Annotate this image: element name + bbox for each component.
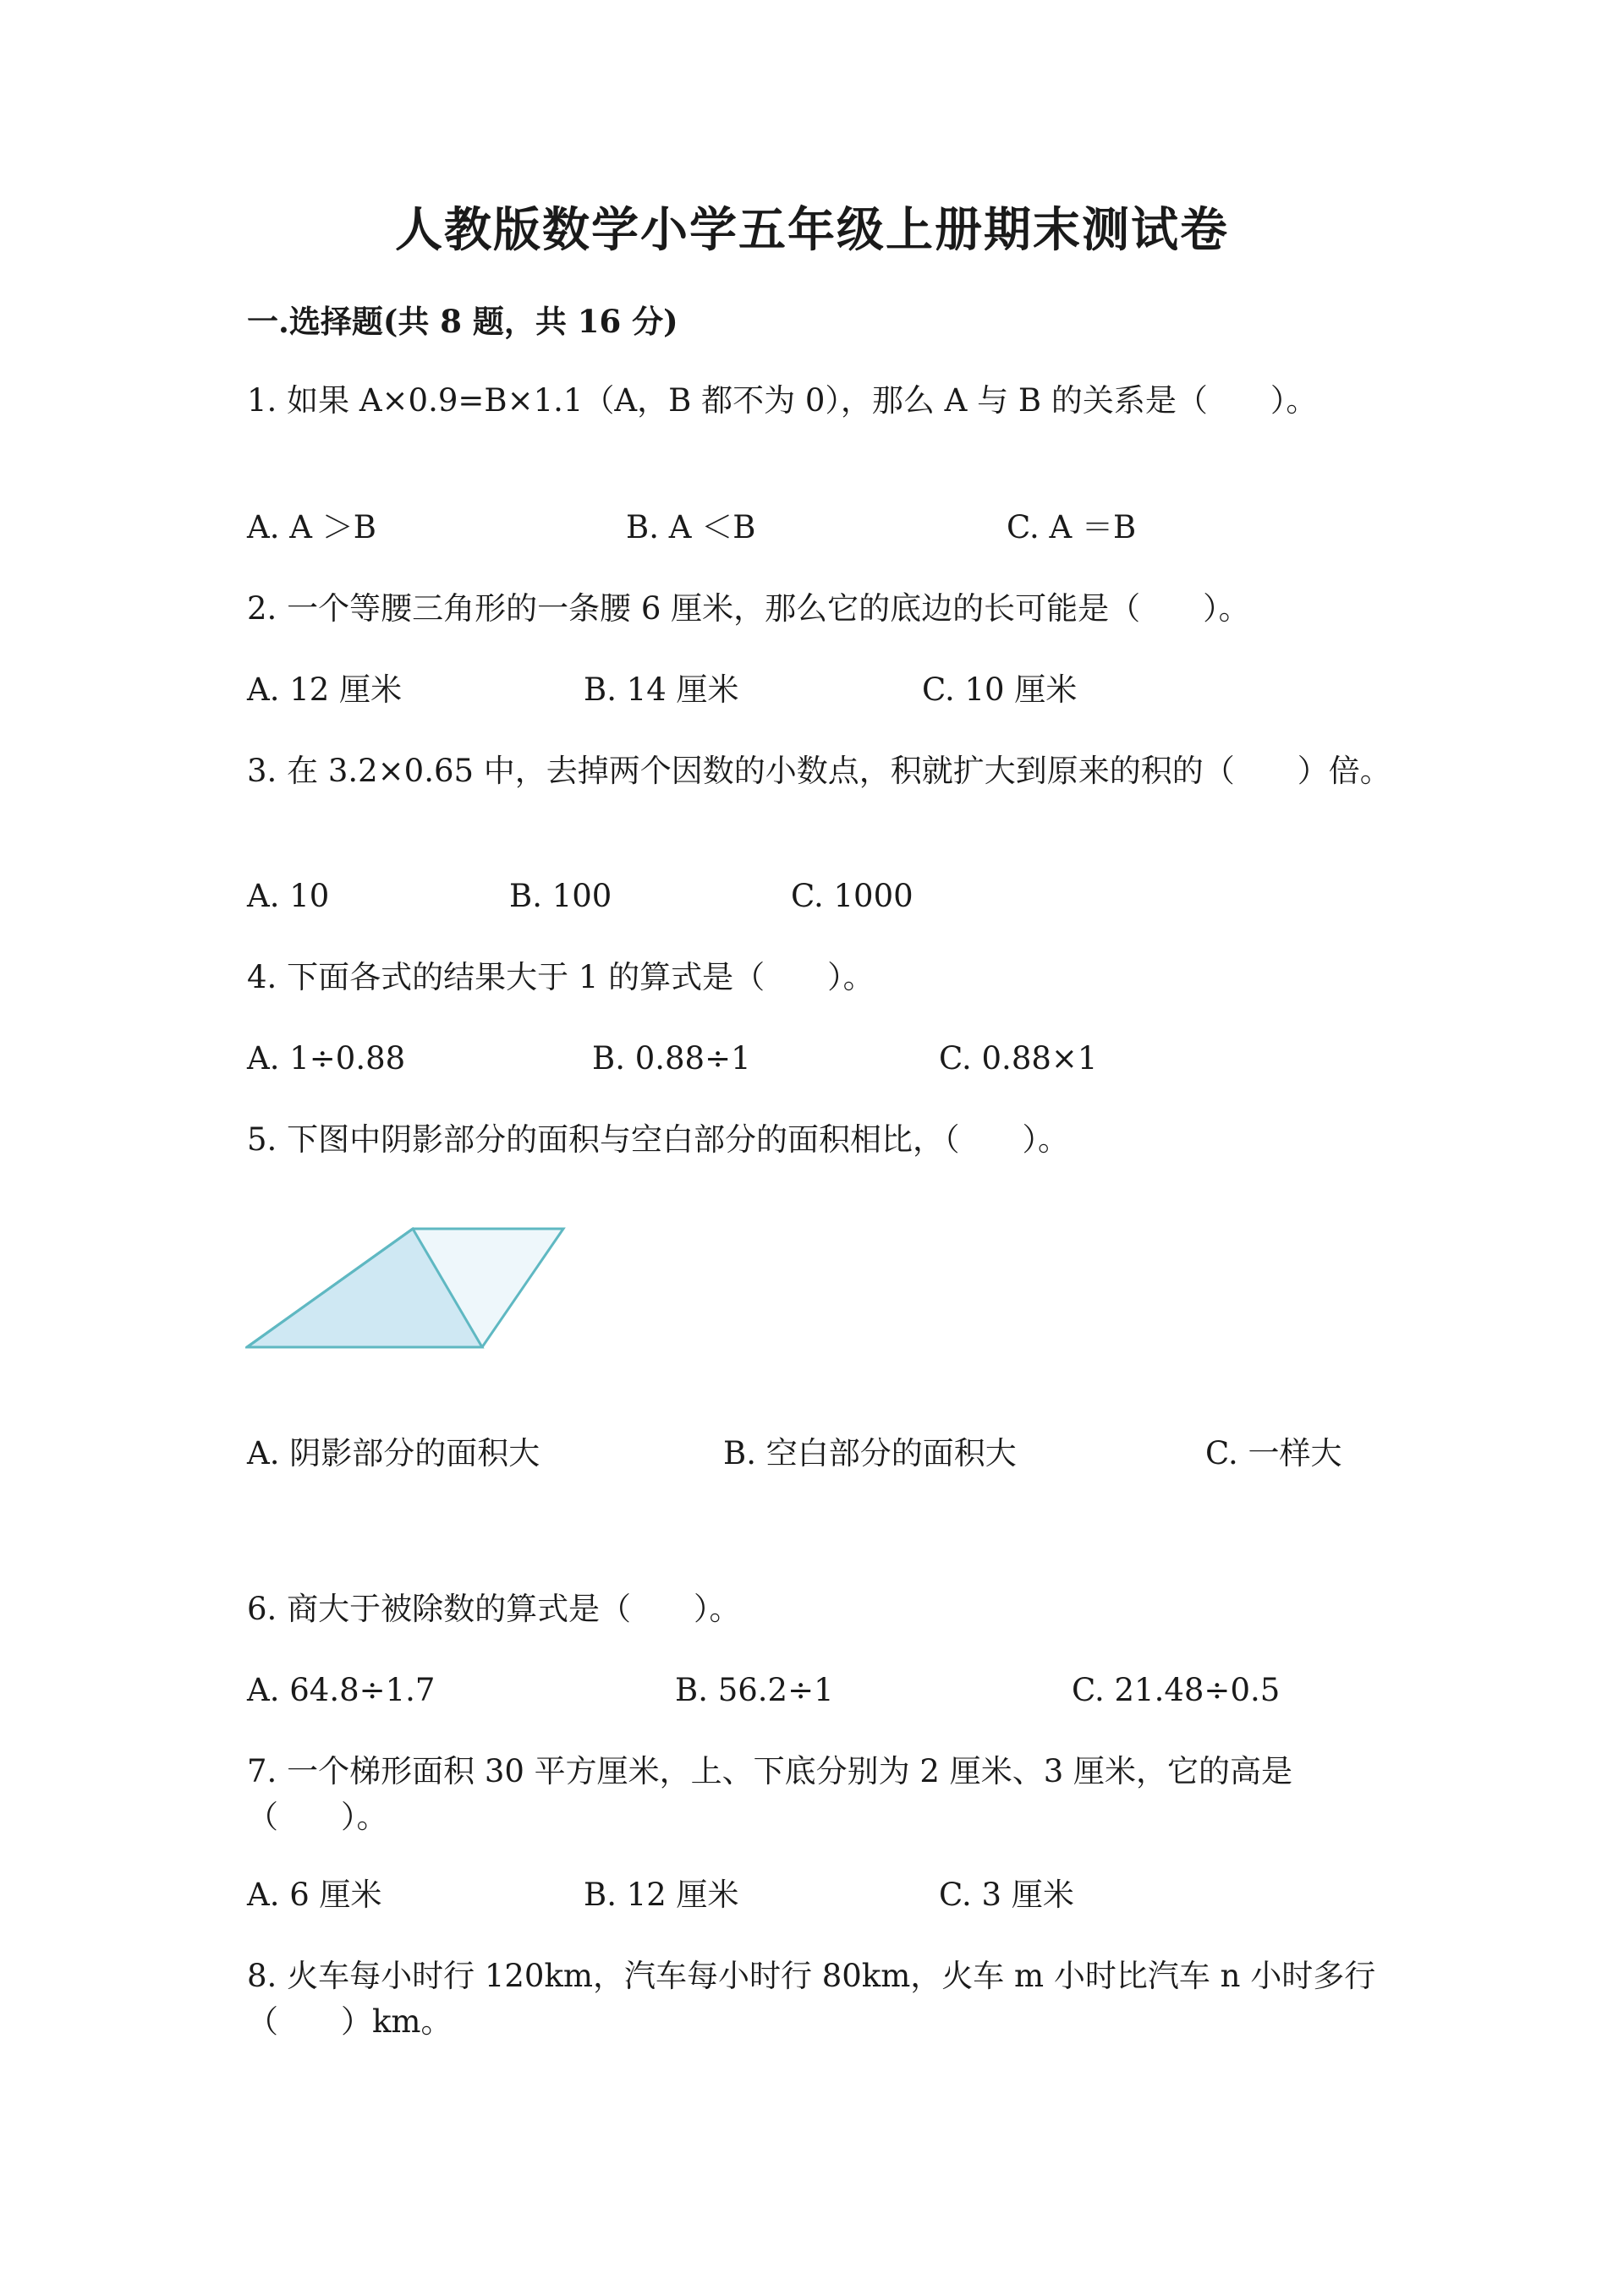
q3-option-c[interactable]: C. 1000 <box>791 878 914 914</box>
q7-option-b[interactable]: B. 12 厘米 <box>584 1877 739 1913</box>
q1-option-a[interactable]: A. A ＞B <box>247 509 376 545</box>
question-5: 5. 下图中阴影部分的面积与空白部分的面积相比，（ ）。 <box>247 1121 1070 1158</box>
q2-option-c[interactable]: C. 10 厘米 <box>922 671 1078 708</box>
q7-option-c[interactable]: C. 3 厘米 <box>939 1877 1074 1913</box>
q7-option-a[interactable]: A. 6 厘米 <box>247 1877 382 1913</box>
q1-option-b[interactable]: B. A ＜B <box>626 509 756 545</box>
q4-option-c[interactable]: C. 0.88×1 <box>939 1040 1098 1077</box>
q5-option-c[interactable]: C. 一样大 <box>1205 1435 1342 1471</box>
q6-option-b[interactable]: B. 56.2÷1 <box>675 1672 834 1708</box>
q4-option-a[interactable]: A. 1÷0.88 <box>247 1040 406 1077</box>
page-title: 人教版数学小学五年级上册期末测试卷 <box>395 202 1229 258</box>
q5-option-b[interactable]: B. 空白部分的面积大 <box>723 1435 1017 1471</box>
q5-option-a[interactable]: A. 阴影部分的面积大 <box>247 1435 540 1471</box>
question-4: 4. 下面各式的结果大于 1 的算式是（ ）。 <box>247 959 875 995</box>
question-2: 2. 一个等腰三角形的一条腰 6 厘米，那么它的底边的长可能是（ ）。 <box>247 590 1250 627</box>
question-3: 3. 在 3.2×0.65 中，去掉两个因数的小数点，积就扩大到原来的积的（ ）倍。 <box>247 753 1391 789</box>
q1-option-c[interactable]: C. A ＝B <box>1007 509 1137 545</box>
q3-option-a[interactable]: A. 10 <box>247 878 330 914</box>
q2-option-b[interactable]: B. 14 厘米 <box>584 671 739 708</box>
question-6: 6. 商大于被除数的算式是（ ）。 <box>247 1591 741 1627</box>
section-heading: 一.选择题(共 8 题，共 16 分) <box>247 303 678 340</box>
q2-option-a[interactable]: A. 12 厘米 <box>247 671 403 708</box>
q4-option-b[interactable]: B. 0.88÷1 <box>592 1040 751 1077</box>
question-8: 8. 火车每小时行 120km，汽车每小时行 80km，火车 m 小时比汽车 n 小时多行（ ）km。 <box>247 1958 1376 2040</box>
q3-option-b[interactable]: B. 100 <box>509 878 612 914</box>
q6-option-c[interactable]: C. 21.48÷0.5 <box>1072 1672 1281 1708</box>
parallelogram-figure <box>245 1222 567 1357</box>
question-1: 1. 如果 A×0.9=B×1.1（A，B 都不为 0），那么 A 与 B 的关系是（ ）。 <box>247 382 1318 419</box>
question-7: 7. 一个梯形面积 30 平方厘米，上、下底分别为 2 厘米、3 厘米，它的高是（ ）。 <box>247 1753 1293 1835</box>
q6-option-a[interactable]: A. 64.8÷1.7 <box>247 1672 436 1708</box>
